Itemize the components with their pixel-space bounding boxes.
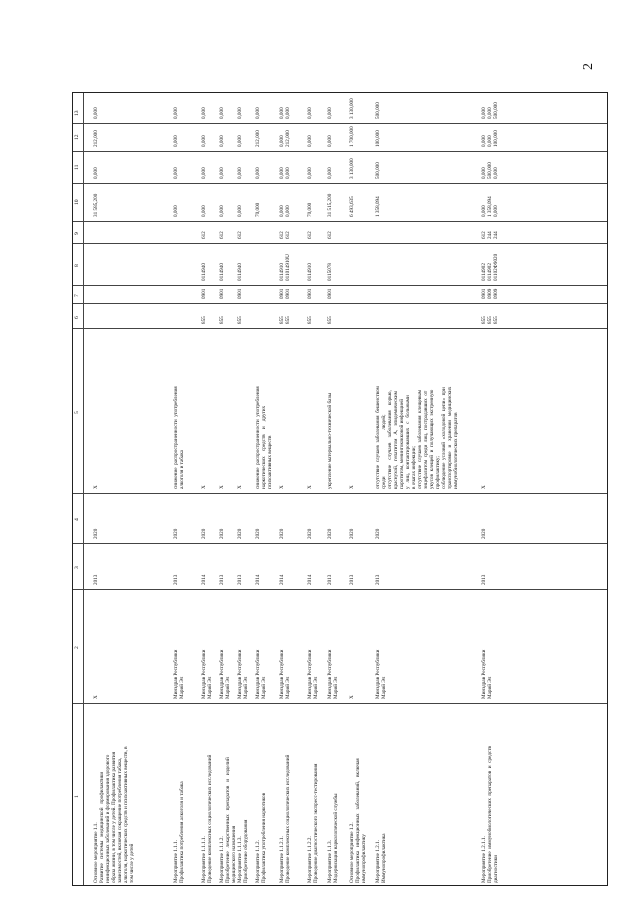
table-cell: 2014 <box>255 574 261 585</box>
table-cell: Мероприятие 1.1.2.2. Проведение диагностического экспресс-тестирования <box>307 763 319 883</box>
column-divider <box>73 243 607 244</box>
page-number: 2 <box>581 63 596 70</box>
table-cell: 0901 <box>201 288 207 299</box>
table-cell: Минздрав Республики Марий Эл <box>375 649 387 699</box>
column-number: 2 <box>74 646 80 649</box>
table-cell: 0,000 <box>201 205 207 217</box>
table-cell: 612 <box>237 231 243 239</box>
table-cell: 500,000 <box>375 162 381 179</box>
table-cell: 0114940 <box>237 263 243 281</box>
table-cell: X <box>237 485 243 489</box>
table-cell: Мероприятие 1.2.1.1. Приобретение иммунобиологических препаратов и средств диагностики <box>481 746 499 883</box>
table-cell: X <box>201 485 207 489</box>
table-cell: 0,000 <box>201 135 207 147</box>
table-cell: 3 130,000 <box>349 98 355 119</box>
table-cell: 2013 <box>219 574 225 585</box>
table-cell: укрепление материально-технической базы <box>327 393 333 489</box>
table-cell: 0114902 0114902 01102Ф9020 <box>481 253 499 281</box>
column-divider <box>73 221 607 222</box>
table-cell: 31 585,200 <box>93 193 99 217</box>
table-cell: 500,000 <box>375 102 381 119</box>
column-divider <box>73 183 607 184</box>
table-cell: 6 493,635 <box>349 196 355 217</box>
table-cell: Минздрав Республики Марий Эл <box>219 649 231 699</box>
table-cell: 0,000 0,000 <box>279 205 291 217</box>
column-number: 6 <box>74 315 80 319</box>
table-cell: 0,000 212,000 <box>279 130 291 147</box>
table-cell: Основное мероприятие 1.1. Развитие системы медицинской профилактики неинфекционных заболеваний и формирования здорового образа жизни, в том числе у детей. Профилактика развития зависимостей, включая сокращение потребления табака, алкоголя, наркотических средств и психоактивных веществ, в том числе у детей <box>93 746 135 883</box>
table-cell: Мероприятие 1.1.1.3. Приобретение оборудования <box>237 819 249 883</box>
table-cell: 2013 <box>375 574 381 585</box>
table-cell: 0901 <box>219 288 225 299</box>
column-divider <box>73 328 607 329</box>
table-cell: 70,000 <box>255 202 261 217</box>
table-cell: 855 <box>237 316 243 324</box>
table-cell: 0,000 0,000 <box>279 167 291 179</box>
table-cell: X <box>93 485 99 489</box>
table-cell: 612 <box>201 231 207 239</box>
table-cell: 2020 <box>481 528 487 539</box>
table-cell: Мероприятие 1.1.1. Профилактика потребления алкоголя и табака <box>173 781 185 883</box>
table-cell: 0114910 <box>307 263 313 281</box>
table-cell: 0,000 <box>307 107 313 119</box>
table-cell: X <box>349 485 355 489</box>
table-cell: X <box>481 485 487 489</box>
table-cell: Минздрав Республики Марий Эл <box>327 649 339 699</box>
column-number: 7 <box>74 294 80 297</box>
table-cell: 2020 <box>201 528 207 539</box>
table-cell: 2013 <box>173 574 179 585</box>
table-cell: X <box>279 485 285 489</box>
table-cell: X <box>349 695 355 699</box>
table-cell: 0,000 <box>255 167 261 179</box>
table-cell: 3 130,000 <box>349 158 355 179</box>
column-number: 3 <box>74 566 80 569</box>
table-cell: 0,000 <box>93 107 99 119</box>
table-cell: 1 358,094 <box>375 196 381 217</box>
table-cell: 0,000 <box>237 135 243 147</box>
budget-table <box>72 92 608 886</box>
table-cell: 2020 <box>237 528 243 539</box>
table-cell: Мероприятие 1.1.2. Профилактика употребления наркотиков <box>255 792 267 883</box>
column-divider <box>73 123 607 124</box>
table-cell: 2020 <box>93 528 99 539</box>
table-cell: 2013 <box>237 574 243 585</box>
table-cell: 0,000 0,000 500,000 <box>481 102 499 119</box>
table-cell: X <box>93 695 99 699</box>
table-cell: отсутствие случаев заболевания бешенством среди людей; отсутствие случаев заболевания корью, краснухой, гепатитом А, эпидемическим паротитом, менингококковой инфекцией у лиц, контактировавших с больными в очагах инфекции; отсутствие случаев заболевания клещевым энцефалитом среди лиц, пострадавших от укусов клещей и получающих экстренную профилактику; соблюдение условий «холодовой цепи» при транспортировке и хранении медицинских иммунобиологических препаратов <box>375 386 459 489</box>
table-cell: 0901 0901 <box>279 288 291 299</box>
table-cell: 0,000 <box>201 167 207 179</box>
table-cell: 2013 <box>481 574 487 585</box>
table-cell: 2020 <box>279 528 285 539</box>
table-cell: 2013 <box>349 574 355 585</box>
column-number: 13 <box>74 110 80 116</box>
table-cell: Основное мероприятие 1.2. Профилактика инфекционных заболеваний, включая иммунопрофилактику <box>349 758 367 883</box>
table-cell: 2020 <box>219 528 225 539</box>
table-cell: 2014 <box>307 574 313 585</box>
table-cell: Мероприятие 1.1.3. Модернизация наркологической службы <box>327 793 339 883</box>
column-number: 5 <box>74 410 80 414</box>
table-cell: Минздрав Республики Марий Эл <box>307 649 319 699</box>
table-cell: 0114940 <box>219 263 225 281</box>
table-cell: 0,000 0,000 <box>279 107 291 119</box>
column-number: 11 <box>74 164 80 170</box>
table-cell: X <box>307 485 313 489</box>
table-cell: 0,000 <box>255 107 261 119</box>
table-cell: 0,000 <box>237 107 243 119</box>
table-cell: 100,000 <box>375 130 381 147</box>
table-cell: 0,000 <box>327 135 333 147</box>
table-cell: 0,000 <box>173 167 179 179</box>
table-cell: Минздрав Республики Марий Эл <box>255 649 267 699</box>
column-number: 4 <box>74 518 80 521</box>
table-cell: 70,000 <box>307 202 313 217</box>
table-cell: 0,000 <box>173 135 179 147</box>
table-cell: 0,000 500,000 0,000 <box>481 162 499 179</box>
table-cell: 0,000 <box>219 205 225 217</box>
table-cell: 612 <box>219 231 225 239</box>
table-cell: 0114940 <box>201 263 207 281</box>
table-cell: 0,000 <box>173 205 179 217</box>
table-cell: X <box>219 485 225 489</box>
table-cell: 0,000 <box>237 205 243 217</box>
table-cell: 0,000 <box>93 167 99 179</box>
table-cell: Минздрав Республики Марий Эл <box>237 649 249 699</box>
table-cell: 612 <box>327 231 333 239</box>
table-cell: Минздрав Республики Марий Эл <box>173 649 185 699</box>
column-number: 12 <box>74 134 80 140</box>
table-cell: 2020 <box>255 528 261 539</box>
table-cell: 612 <box>307 231 313 239</box>
table-cell: 0,000 1 358,094 0,000 <box>481 196 499 217</box>
table-cell: Мероприятие 1.1.1.2. Приобретение лекарственных препаратов и изделий медицинского назначения <box>219 757 237 883</box>
table-cell: 2014 <box>201 574 207 585</box>
column-divider <box>73 285 607 286</box>
table-cell: 0114910 011014910U <box>279 254 291 281</box>
table-cell: Мероприятие 1.1.2.1. Проведение комплексных социологических исследований <box>279 754 291 883</box>
table-cell: 612 612 <box>279 231 291 239</box>
table-cell: 0,000 <box>327 107 333 119</box>
column-number-strip <box>73 93 84 885</box>
table-cell: 0901 <box>307 288 313 299</box>
table-cell: 2020 <box>173 528 179 539</box>
table-cell: снижение распространенности употребления алкоголя и табака <box>173 386 185 489</box>
column-divider <box>73 303 607 304</box>
column-divider <box>73 543 607 544</box>
table-cell: 0,000 <box>307 135 313 147</box>
table-cell: 0901 <box>327 288 333 299</box>
table-cell: 2020 <box>349 528 355 539</box>
table-cell: 0,000 0,000 100,000 <box>481 130 499 147</box>
table-cell: 0,000 <box>219 107 225 119</box>
table-cell: 0,000 <box>219 135 225 147</box>
table-cell: 212,000 <box>255 130 261 147</box>
table-cell: Минздрав Республики Марий Эл <box>201 649 213 699</box>
table-cell: 31 515,200 <box>327 193 333 217</box>
column-number: 10 <box>74 199 80 205</box>
column-divider <box>73 589 607 590</box>
table-cell: 855 <box>307 316 313 324</box>
table-cell: 0,000 <box>327 167 333 179</box>
table-cell: Мероприятие 1.1.1.1. Проведение комплексных социологических исследований <box>201 754 213 883</box>
table-cell: 0115078 <box>327 263 333 281</box>
table-cell: 612 244 244 <box>481 231 499 239</box>
column-divider <box>73 703 607 704</box>
column-number: 9 <box>74 232 80 235</box>
column-number: 1 <box>74 795 80 798</box>
table-cell: 0,000 <box>173 107 179 119</box>
column-divider <box>73 493 607 494</box>
table-cell: 0,000 <box>201 107 207 119</box>
table-cell: Мероприятие 1.2.1. Иммунопрофилактика <box>375 833 387 883</box>
table-cell: 855 <box>201 316 207 324</box>
table-cell: 2020 <box>327 528 333 539</box>
table-cell: 0901 0909 0909 <box>481 288 499 299</box>
table-cell: 1 700,000 <box>349 126 355 147</box>
table-cell: 2020 <box>375 528 381 539</box>
table-cell: Минздрав Республики Марий Эл <box>481 649 493 699</box>
table-cell: Минздрав Республики Марий Эл <box>279 649 291 699</box>
table-cell: 0901 <box>237 288 243 299</box>
table-cell: 855 <box>219 316 225 324</box>
table-cell: 0,000 <box>307 167 313 179</box>
column-divider <box>73 151 607 152</box>
table-cell: 2013 <box>327 574 333 585</box>
table-cell: 855 855 <box>279 316 291 324</box>
table-cell: 0,000 <box>237 167 243 179</box>
table-cell: 2020 <box>307 528 313 539</box>
table-cell: 855 <box>327 316 333 324</box>
table-cell: 2013 <box>93 574 99 585</box>
column-number: 8 <box>74 264 80 267</box>
table-cell: 2014 <box>279 574 285 585</box>
table-cell: снижение распространенности употребления наркотических средств и других психоактивных веществ <box>255 386 273 489</box>
table-cell: 212,000 <box>93 130 99 147</box>
table-cell: 0,000 <box>219 167 225 179</box>
table-cell: 855 855 855 <box>481 316 499 324</box>
